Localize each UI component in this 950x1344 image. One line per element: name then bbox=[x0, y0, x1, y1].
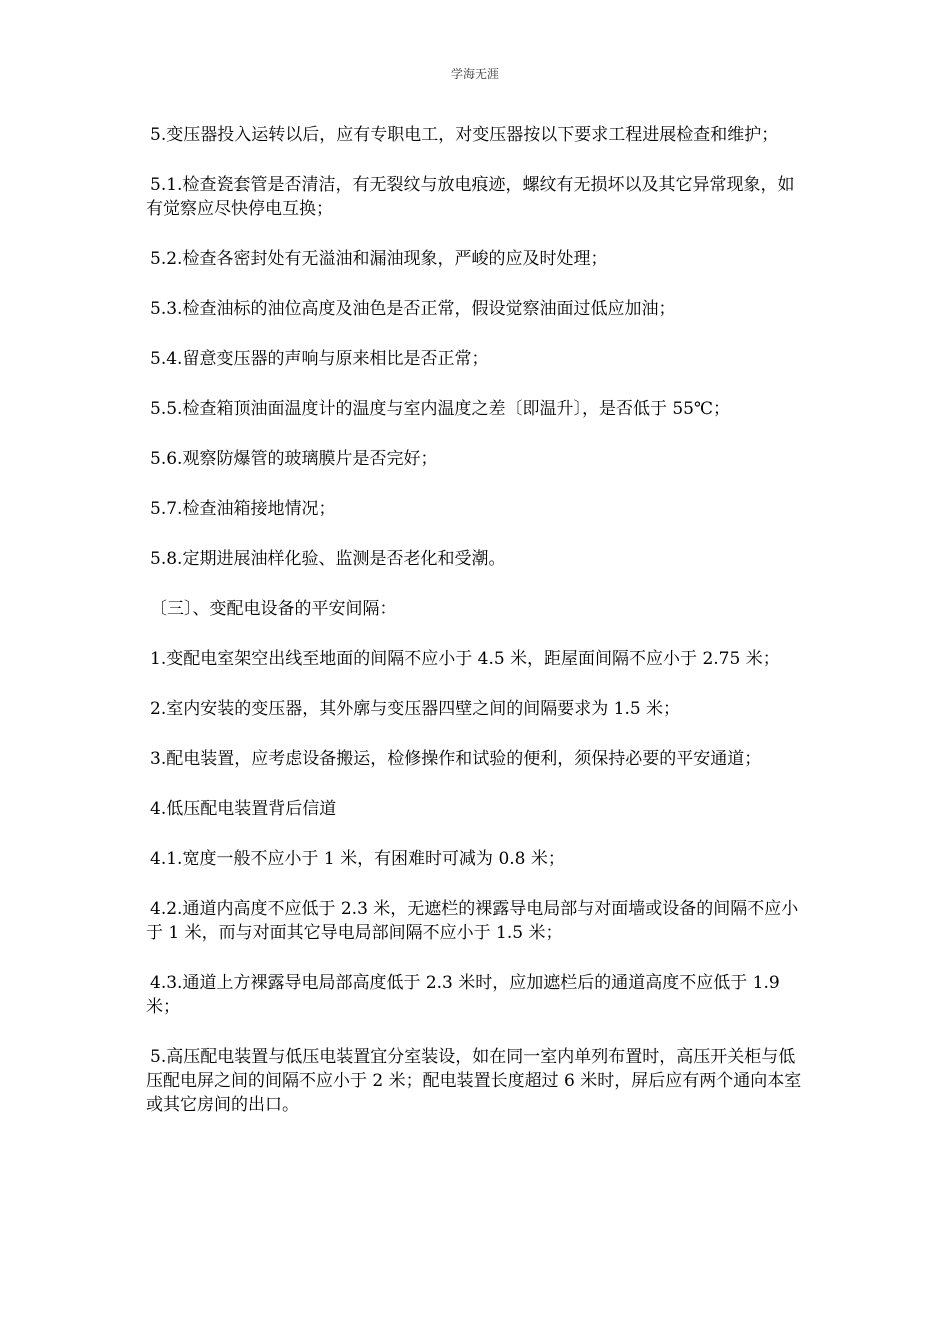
paragraph-5-4: 5.4.留意变压器的声响与原来相比是否正常； bbox=[150, 349, 489, 369]
paragraph-5-2: 5.2.检查各密封处有无溢油和漏油现象，严峻的应及时处理； bbox=[150, 249, 608, 269]
paragraph-5-7: 5.7.检查油箱接地情况； bbox=[150, 499, 336, 519]
paragraph-3: 3.配电装置，应考虑设备搬运，检修操作和试验的便利，须保持必要的平安通道； bbox=[150, 749, 762, 769]
paragraph-5-6: 5.6.观察防爆管的玻璃膜片是否完好； bbox=[150, 449, 438, 469]
paragraph-4-2: 4.2.通道内高度不应低于 2.3 米，无遮栏的裸露导电局部与对面墙或设备的间隔不应小于 1 米，而与对面其它导电局部间隔不应小于 1.5 米； bbox=[146, 899, 799, 943]
paragraph-1: 1.变配电室架空出线至地面的间隔不应小于 4.5 米，距屋面间隔不应小于 2.75 米； bbox=[150, 649, 780, 669]
paragraph-5-3: 5.3.检查油标的油位高度及油色是否正常，假设觉察油面过低应加油； bbox=[150, 299, 676, 319]
page-header: 学海无涯 bbox=[450, 67, 499, 81]
document-body bbox=[146, 123, 810, 1143]
paragraph-5-final: 5.高压配电装置与低压电装置宜分室装设，如在同一室内单列布置时，高压开关柜与低压配电屏之间的间隔不应小于 2 米；配电装置长度超过 6 米时，屏后应有两个通向本室或其它房间的出口。 bbox=[146, 1047, 802, 1115]
paragraph-4: 4.低压配电装置背后信道 bbox=[150, 799, 337, 819]
section-heading-3: 〔三〕、变配电设备的平安间隔： bbox=[150, 599, 397, 619]
paragraph-5-8: 5.8.定期进展油样化验、监测是否老化和受潮。 bbox=[150, 549, 506, 569]
paragraph-4-1: 4.1.宽度一般不应小于 1 米，有困难时可减为 0.8 米； bbox=[150, 849, 565, 869]
paragraph-5-5: 5.5.检查箱顶油面温度计的温度与室内温度之差〔即温升〕，是否低于 55℃； bbox=[150, 399, 730, 419]
paragraph-5: 5.变压器投入运转以后，应有专职电工，对变压器按以下要求工程进展检查和维护； bbox=[150, 125, 779, 145]
paragraph-5-1: 5.1.检查瓷套管是否清洁，有无裂纹与放电痕迹，螺纹有无损坏以及其它异常现象，如有觉察应尽快停电互换； bbox=[146, 175, 795, 219]
paragraph-2: 2.室内安装的变压器，其外廓与变压器四壁之间的间隔要求为 1.5 米； bbox=[150, 699, 681, 719]
paragraph-4-3: 4.3.通道上方裸露导电局部高度低于 2.3 米时，应加遮栏后的通道高度不应低于 1.9 米； bbox=[146, 973, 780, 1017]
